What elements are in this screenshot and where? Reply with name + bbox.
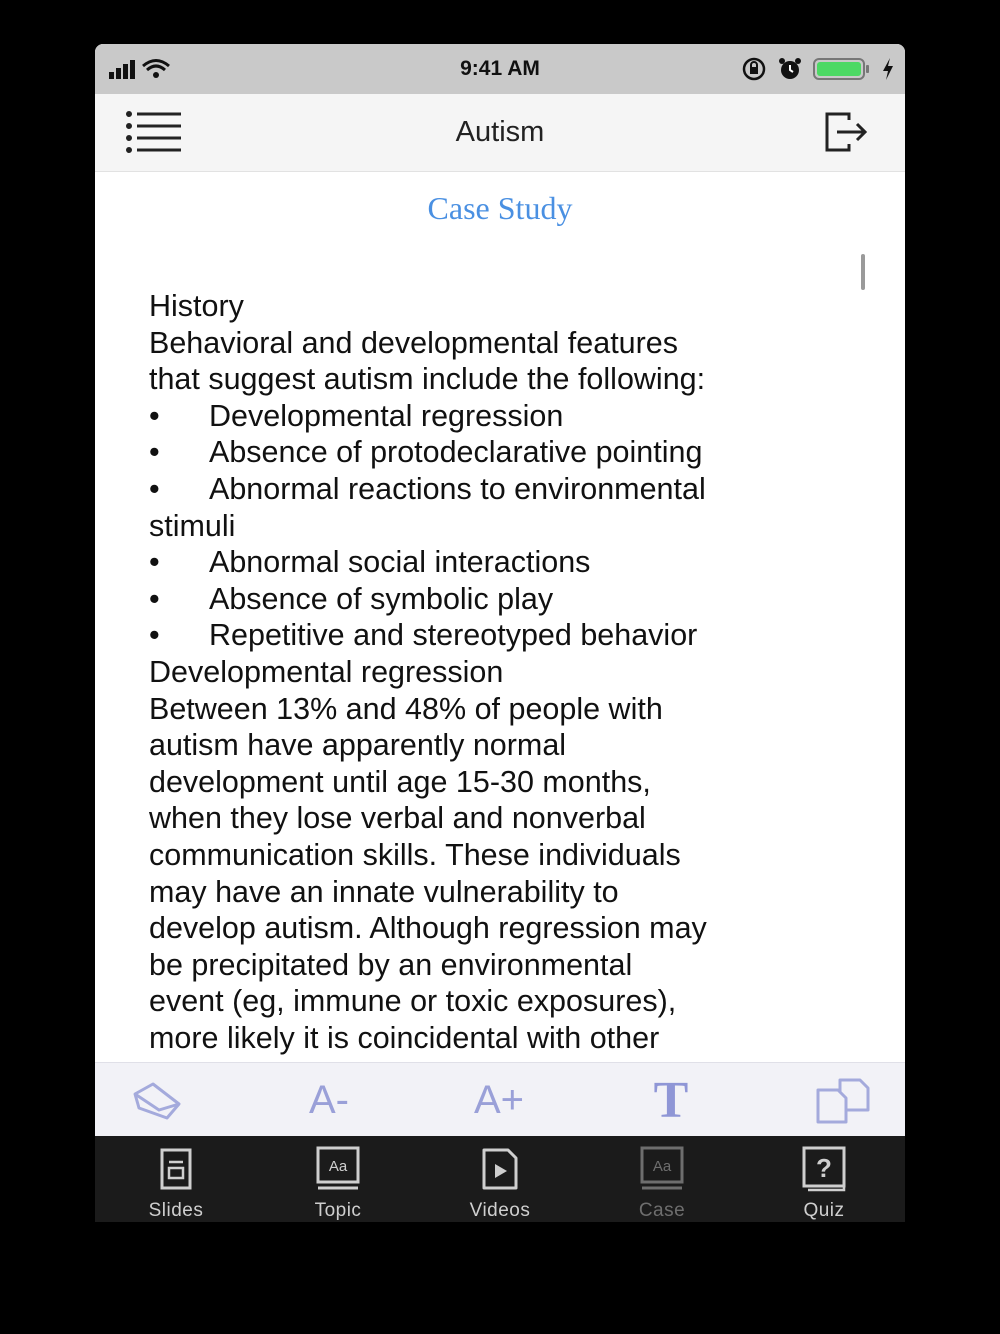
svg-text:Aa: Aa <box>652 1158 672 1175</box>
text-line: Between 13% and 48% of people with <box>149 691 663 726</box>
tab-quiz[interactable] <box>743 1136 905 1222</box>
reader-toolbar <box>95 1062 905 1136</box>
case-study-heading: Case Study <box>427 190 573 226</box>
copy-button[interactable] <box>813 1073 873 1127</box>
nav-bar <box>95 94 905 172</box>
tab-label: Slides <box>148 1200 204 1221</box>
highlighter-icon <box>129 1078 185 1122</box>
increase-font-icon: A+ <box>473 1077 525 1122</box>
text-line: event (eg, immune or toxic exposures), <box>149 984 677 1019</box>
tab-label: Videos <box>469 1200 531 1221</box>
font-style-button[interactable] <box>641 1073 701 1127</box>
text-line: History <box>149 289 244 323</box>
text-line: that suggest autism include the following: <box>149 362 706 397</box>
svg-text:Aa: Aa <box>328 1158 348 1175</box>
text-line: stimuli <box>149 508 236 543</box>
quiz-icon <box>802 1146 846 1192</box>
logout-icon[interactable] <box>823 110 869 154</box>
charging-bolt-icon <box>881 57 895 81</box>
text-line: more likely it is coincidental with other <box>149 1020 660 1055</box>
bullet-glyph: • <box>149 398 160 433</box>
copy-icon <box>814 1076 872 1124</box>
page-title: Autism <box>455 116 545 148</box>
text-line: development until age 15-30 months, <box>149 764 651 799</box>
case-icon <box>640 1146 684 1192</box>
alarm-icon <box>777 56 803 82</box>
battery-icon <box>813 57 871 81</box>
status-time: 9:41 AM <box>460 57 540 80</box>
svg-text:?: ? <box>816 1153 832 1183</box>
tab-label: Topic <box>314 1200 362 1221</box>
tab-videos[interactable] <box>419 1136 581 1222</box>
decrease-font-button[interactable] <box>299 1073 359 1127</box>
tab-topic[interactable] <box>257 1136 419 1222</box>
font-style-icon: T <box>653 1071 689 1129</box>
status-bar <box>95 44 905 94</box>
tab-label: Case <box>638 1200 686 1221</box>
highlighter-button[interactable] <box>127 1073 187 1127</box>
topic-icon <box>316 1146 360 1192</box>
slides-icon <box>154 1146 198 1192</box>
bullet-glyph: • <box>149 435 160 470</box>
bullet-item: • Absence of protodeclarative pointing <box>149 435 703 470</box>
bullet-glyph: • <box>149 545 160 580</box>
bullet-item: • Developmental regression <box>149 398 564 433</box>
decrease-font-icon: A- <box>309 1077 349 1122</box>
tab-label: Quiz <box>803 1200 845 1221</box>
tab-bar <box>95 1136 905 1222</box>
bullet-item: • Abnormal social interactions <box>149 545 591 580</box>
bullet-item: • Absence of symbolic play <box>149 581 554 616</box>
bullet-item: • Abnormal reactions to environmental <box>149 471 706 506</box>
bullet-glyph: • <box>149 618 160 653</box>
text-line: be precipitated by an environmental <box>149 947 633 982</box>
text-line: Developmental regression <box>149 654 504 689</box>
case-body-text <box>149 288 869 1056</box>
text-line: when they lose verbal and nonverbal <box>149 801 646 836</box>
increase-font-button[interactable] <box>469 1073 529 1127</box>
rotation-lock-icon <box>741 56 767 82</box>
signal-wifi-icon <box>109 56 179 80</box>
bullet-item: • Repetitive and stereotyped behavior <box>149 618 698 653</box>
bullet-glyph: • <box>149 581 160 616</box>
case-content[interactable] <box>95 172 905 1062</box>
tab-case[interactable] <box>581 1136 743 1222</box>
phone-screen <box>95 44 905 1222</box>
text-line: develop autism. Although regression may <box>149 911 707 946</box>
text-line: communication skills. These individuals <box>149 837 681 872</box>
text-line: Behavioral and developmental features <box>149 325 679 360</box>
status-right-icons <box>741 52 895 86</box>
text-line: may have an innate vulnerability to <box>149 874 619 909</box>
text-line: autism have apparently normal <box>149 728 567 763</box>
scrollbar[interactable] <box>861 254 865 290</box>
bullet-glyph: • <box>149 471 160 506</box>
tab-slides[interactable] <box>95 1136 257 1222</box>
videos-icon <box>478 1146 522 1192</box>
